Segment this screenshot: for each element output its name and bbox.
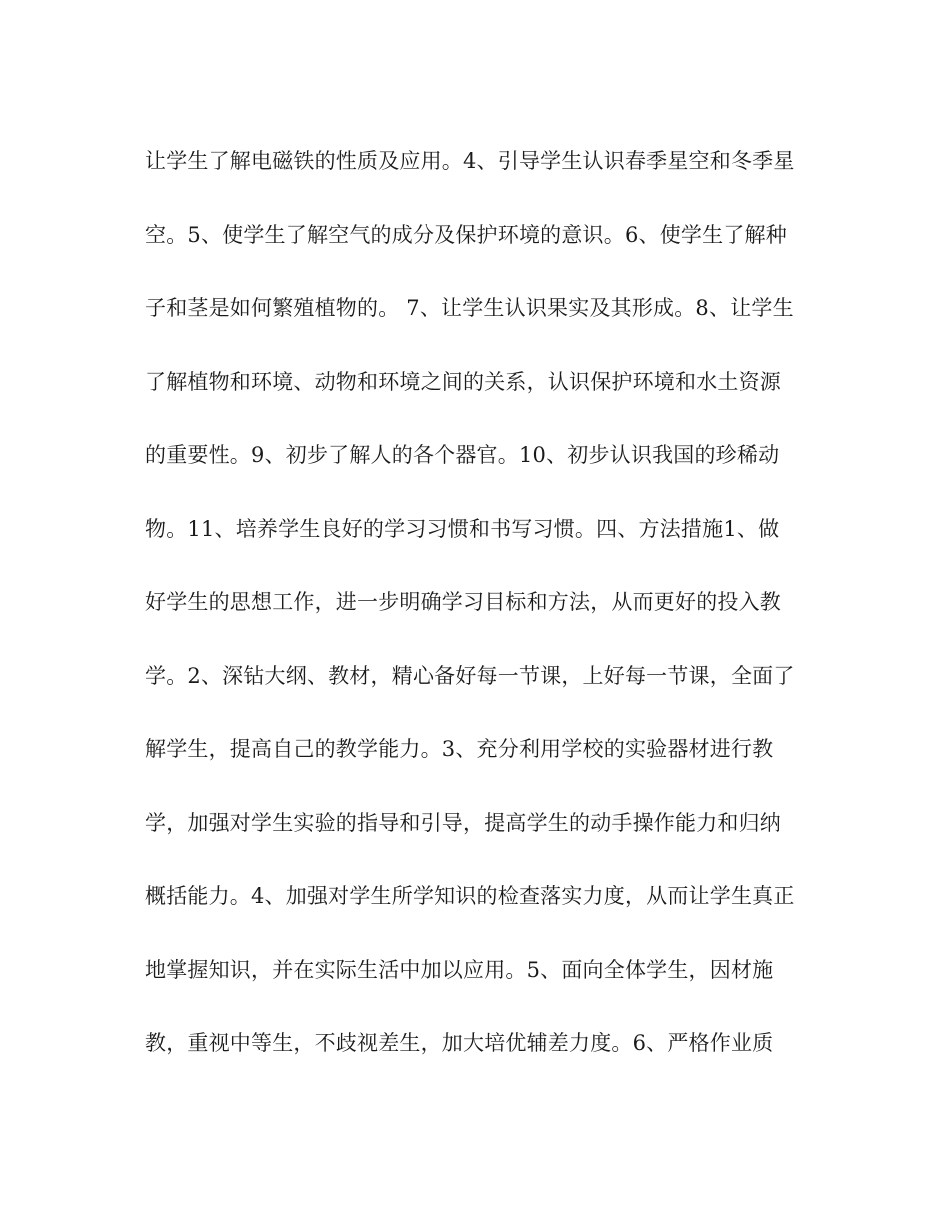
- text-line: 好学生的思想工作，进一步明确学习目标和方法，从而更好的投入教: [145, 590, 781, 614]
- text-line: 让学生了解电磁铁的性质及应用。4、引导学生认识春季星空和冬季星: [145, 149, 795, 173]
- text-line: 了解植物和环境、动物和环境之间的关系，认识保护环境和水土资源: [145, 369, 781, 394]
- text-line: 的重要性。9、初步了解人的各个器官。10、初步认识我国的珍稀动: [145, 443, 780, 467]
- text-line: 学。2、深钻大纲、教材，精心备好每一节课，上好每一节课，全面了: [145, 663, 795, 688]
- text-line: 教，重视中等生，不歧视差生，加大培优辅差力度。6、严格作业质: [145, 1031, 774, 1055]
- body-text: [145, 140, 815, 1096]
- text-line: 地掌握知识，并在实际生活中加以应用。5、面向全体学生，因材施: [145, 957, 774, 982]
- text-line: 学，加强对学生实验的指导和引导，提高学生的动手操作能力和归纳: [145, 810, 781, 835]
- text-line: 解学生，提高自己的教学能力。3、充分利用学校的实验器材进行教: [145, 737, 774, 761]
- text-line: 空。5、使学生了解空气的成分及保护环境的意识。6、使学生了解种: [145, 222, 787, 247]
- text-line: 子和茎是如何繁殖植物的。 7、让学生认识果实及其形成。8、让学生: [145, 296, 794, 320]
- text-line: 概括能力。4、加强对学生所学知识的检查落实力度，从而让学生真正: [145, 884, 795, 908]
- text-line: 物。11、培养学生良好的学习习惯和书写习惯。四、方法措施1、做: [145, 516, 780, 541]
